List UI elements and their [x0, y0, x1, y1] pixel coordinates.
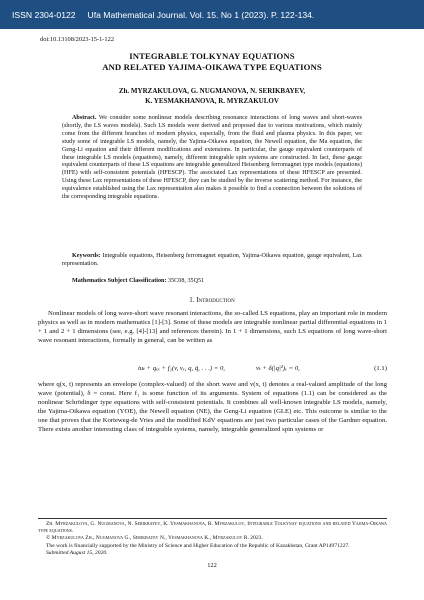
footnote-block [38, 521, 387, 557]
footnote-support: The work is financially supported by the Ministry of Science and Higher Education of the Republic of Kazakhstan, Grant AP14971227. [46, 542, 350, 549]
paper-title-line-2: AND RELATED YAJIMA-OIKAWA TYPE EQUATIONS [102, 62, 322, 72]
author-list [20, 86, 404, 106]
abstract [62, 115, 362, 202]
footnote-divider [38, 518, 387, 519]
equation-rhs: vₜ + δ(|q|²)ₓ = 0, [256, 365, 300, 372]
abstract-label: Abstract. [72, 115, 97, 121]
body-paragraph-1: Nonlinear models of long wave-short wave resonant interactions, the so-called LS equations, play an important role in modern physics as well as in modern mathematics [1]-[3]. Some of these models are integrable nonlinear partial differential equations in 1 + 1 and 2 + 1 dimensions (see, e.g. [4]-[13] and references therein). In 1 + 1 dimensions, such LS equations of long wave-short wave resonant interactions, formally in general, can be written as [38, 310, 387, 344]
paper-title [20, 51, 404, 73]
keywords [62, 253, 362, 269]
footnote-copyright: © Myrzakulova Zh., Nugmanova G., Serikbayev N., Yesmakhanova K., Myrzakulov R. 2023. [46, 535, 263, 542]
section-title: Introduction [196, 296, 235, 304]
keywords-text: Integrable equations, Heisenberg ferromagnet equation, Yajima-Oikawa equation, gauge equivalent, Lax representation. [62, 253, 362, 267]
doi-link[interactable]: doi:10.13108/2023-15-1-122 [40, 36, 115, 43]
msc-label: Mathematics Subject Classification: [72, 278, 167, 284]
abstract-text: We consider some nonlinear models describing resonance interactions of long waves and short-waves (shortly, the LS waves models). Such LS models were derived and proposed due to various motivations, which mainly come from the different branches of modern physics, especially, from the fluid and plasma physics. In this paper, we study some of integrable LS models, namely, the Yajima-Oikawa equation, the Newell equation, the Ma equation, the Geng-Li equation and their different modifications and extensions. In particular, the gauge equivalent counterparts of these integrable LS models (equations), namely, different integrable spin systems are constructed. In fact, these gauge equivalent counterparts of these LS equations are integrable generalized Heisenberg ferromagnet type models (equations) (HFE) with self-consistent potentials (HFESCP). The associated Lax representations of these HFESCP are presented. Using these Lax representations of these HFESCP, they can be studied by the inverse scattering method. For instance, the equivalence established using the Lax representation also makes it possible to find a connection between the solutions of the corresponding integrable equations. [62, 115, 362, 201]
footnote-citation: Zh. Myrzakulova, G. Nugmanova, N. Serikbayev, K. Yesmakhanova, R. Myrzakulov, Integrable Tolkynay equations and related Yajima-Oikawa type equations. [38, 521, 387, 535]
journal-citation: Ufa Mathematical Journal. Vol. 15. No 1 (2023). P. 122-134. [87, 9, 315, 20]
equation-lhs: iuₜ + qₓₓ + f₁(v, vₓ, q, q̄, . . .) = 0, [138, 365, 225, 372]
footnote-submitted: Submitted August 15, 2020. [46, 549, 108, 556]
paper-title-line-1: INTEGRABLE TOLKYNAY EQUATIONS [129, 51, 295, 61]
body-paragraph-2: where q(x, t) represents an envelope (complex-valued) of the short wave and v(x, t) denotes a real-valued amplitude of the long wave (potential), δ = const. Here f₁ is some function of its arguments. System of equations (1.1) can be considered as the nonlinear Schrödinger type equations with self-consistent potentials. It combines all well-known integrable LS models, namely, the Yajima-Oikawa equation (YOE), the Newell equation (NE), the Geng-Li equation (GLE) etc. This outcome is similar to the one that proves that the Korteweg-de Vries and the modified KdV equations are just two particular cases of the Gardner equation. There exists another interesting class of integrable systems, namely, integrable generalized spin systems or [38, 381, 387, 433]
msc-codes: 35C08, 35Q51 [168, 278, 205, 284]
equation-number: (1.1) [374, 365, 387, 372]
section-number: 1. [189, 296, 195, 304]
keywords-label: Keywords: [72, 253, 101, 259]
issn-label: ISSN 2304-0122 [12, 9, 76, 20]
author-list-line-2: K. YESMAKHANOVA, R. MYRZAKULOV [145, 97, 279, 105]
author-list-line-1: Zh. MYRZAKULOVA, G. NUGMANOVA, N. SERIKBAYEV, [118, 87, 306, 95]
subject-classification [62, 278, 362, 286]
journal-header-band [0, 0, 424, 29]
section-heading [0, 296, 424, 304]
page-number: 122 [207, 562, 217, 569]
